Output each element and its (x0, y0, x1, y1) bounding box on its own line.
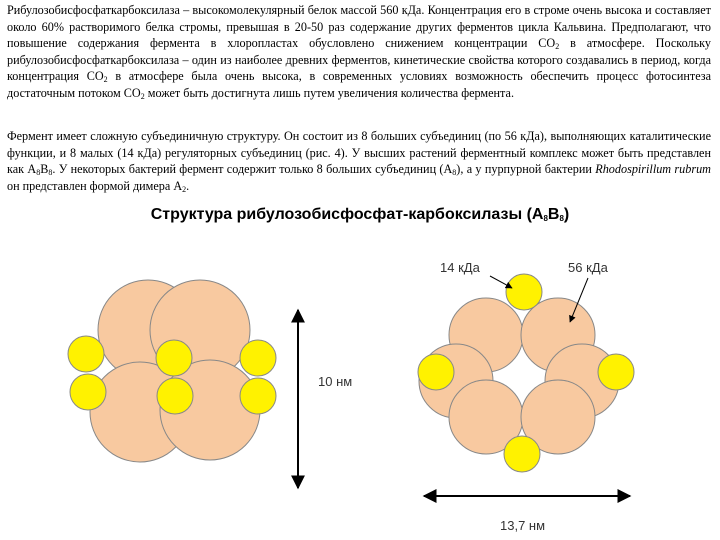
paragraph-subunit-structure: Фермент имеет сложную субъединичную структуру. Он состоит из 8 больших субъединиц (по 56 кДа), выполняющих каталитические функции, и 8 малых (14 кДа) регуляторных субъединиц (рис. 4). У высших растений ферментный комплекс может быть представлен как $A_8B_8$. У некоторых бактерий фермент содержит только 8 больших субъединиц $(A_8)$, а у пурпурной бактерии Rhodospirillum rubrum он представлен формой димера $A_2$. (7, 129, 711, 194)
small-subunit (70, 374, 106, 410)
small-subunit (240, 340, 276, 376)
small-subunit (157, 378, 193, 414)
small-subunit (598, 354, 634, 390)
small-subunit (240, 378, 276, 414)
paragraph-enzyme-overview: Рибулозобисфосфаткарбоксилаза – высокомолекулярный белок массой 560 кДа. Концентрация его в строме очень высока и составляет около 60% растворимого белка стромы, превышая в 20-50 раз содержание других ферментов цикла Кальвина. Предполагают, что повышение содержания фермента в хлоропластах обусловлено снижением концентрации $CO_2$ в атмосфере. Поскольку рибулозобисфосфаткарбоксилаза – один из наиболее древних ферментов, кинетические свойства которого создавались в период, когда концентрация $CO_2$ в атмосфере была очень высока, в современных условиях возможность обеспечить процесс фотосинтеза достаточным потоком $CO_2$ может быть достигнута лишь путем увеличения количества фермента. (7, 3, 711, 101)
small-subunit (156, 340, 192, 376)
small-subunit (506, 274, 542, 310)
small-subunit (504, 436, 540, 472)
small-subunit (68, 336, 104, 372)
top-view-model (418, 274, 634, 472)
width-label: 13,7 нм (500, 518, 546, 533)
small-subunit (418, 354, 454, 390)
height-label: 10 нм (318, 374, 353, 389)
large-subunit-label: 56 кДа (568, 260, 608, 275)
figure-title: Структура рибулозобисфосфат-карбоксилазы $(A_8B_8)$ (150, 206, 570, 223)
small-subunit-label: 14 кДа (440, 260, 480, 275)
side-view-model (68, 280, 276, 462)
